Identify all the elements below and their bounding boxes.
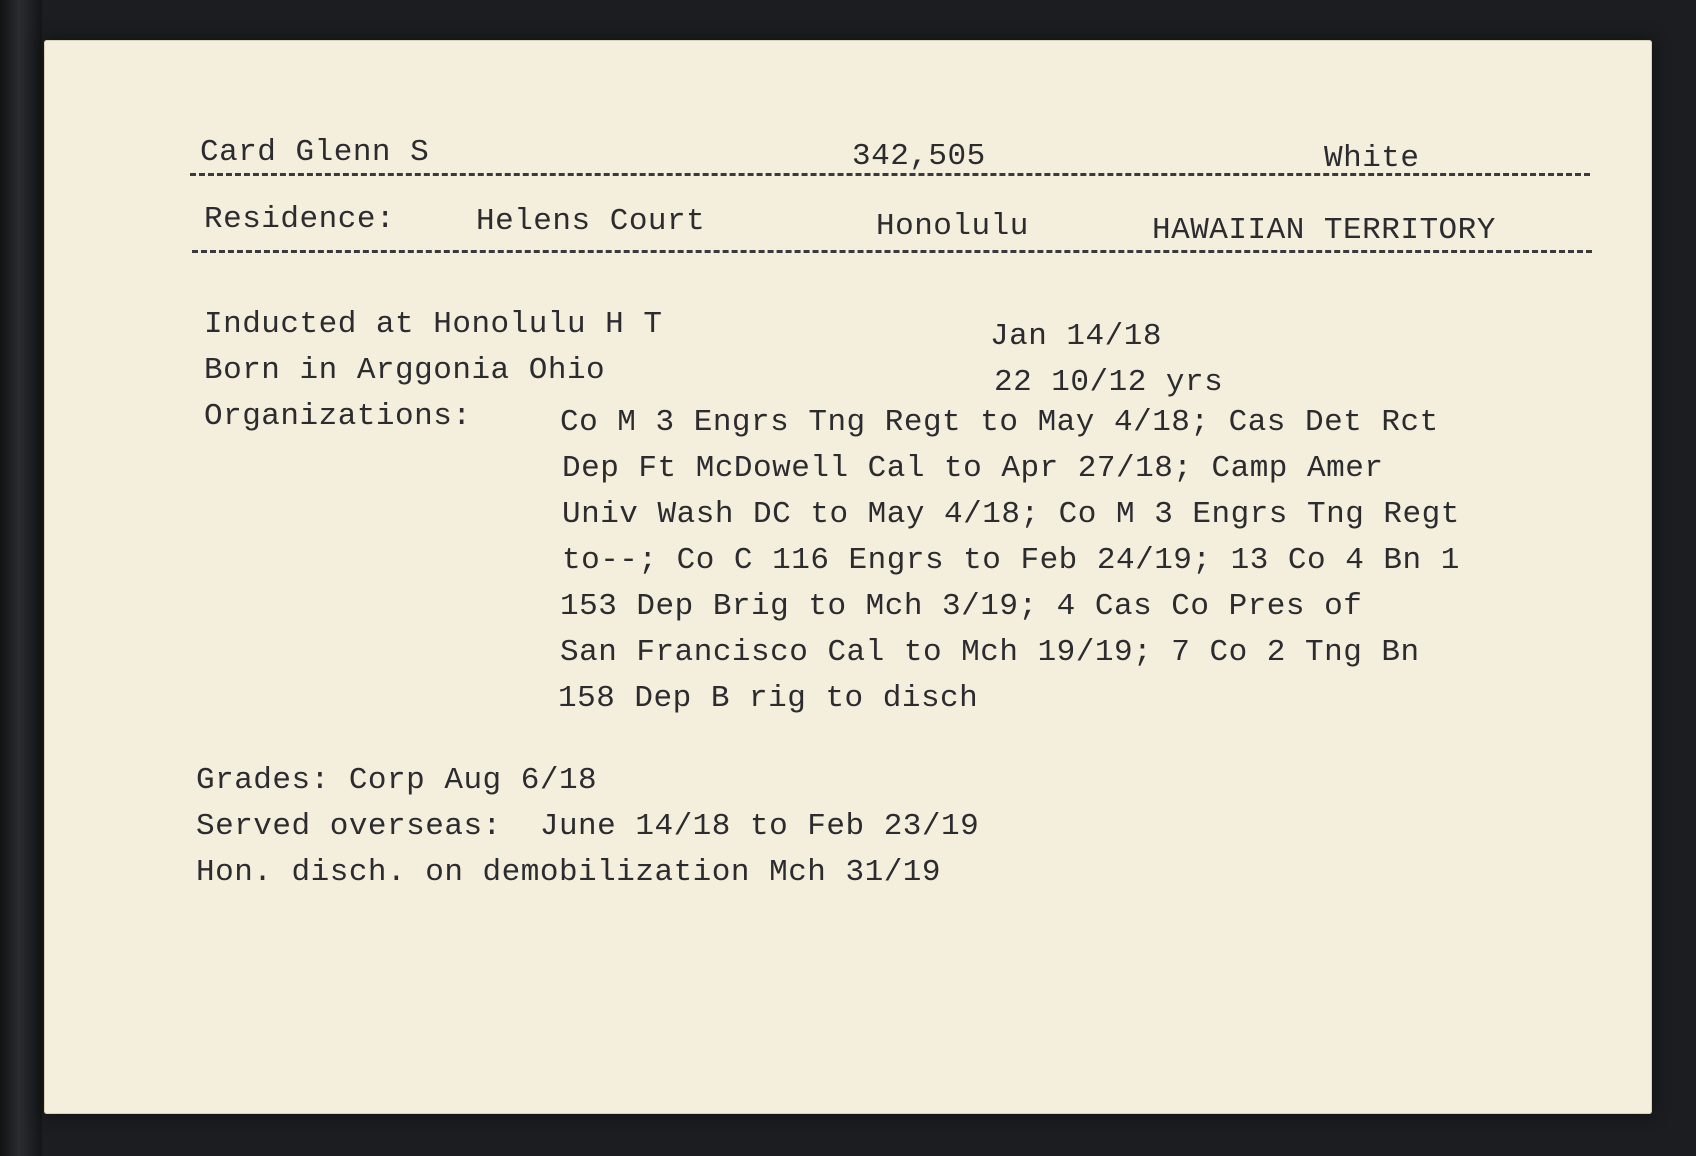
birth-place: Born in Arggonia Ohio bbox=[204, 353, 606, 388]
residence-territory: HAWAIIAN TERRITORY bbox=[1152, 213, 1496, 248]
service-record-card bbox=[44, 40, 1652, 1114]
residence-street: Helens Court bbox=[476, 204, 706, 239]
birth-age: 22 10/12 yrs bbox=[994, 365, 1224, 400]
grades: Grades: Corp Aug 6/18 bbox=[196, 763, 598, 798]
soldier-name: Card Glenn S bbox=[200, 135, 430, 170]
organization-line: 158 Dep B rig to disch bbox=[558, 681, 979, 716]
binder-edge bbox=[0, 0, 42, 1156]
race: White bbox=[1324, 141, 1420, 176]
organization-line: Univ Wash DC to May 4/18; Co M 3 Engrs Tng Regt bbox=[562, 497, 1460, 532]
induction-place: Inducted at Honolulu H T bbox=[204, 307, 663, 342]
organization-line: 153 Dep Brig to Mch 3/19; 4 Cas Co Pres of bbox=[560, 589, 1363, 624]
organizations-label: Organizations: bbox=[204, 399, 472, 434]
induction-date: Jan 14/18 bbox=[990, 319, 1162, 354]
serial-number: 342,505 bbox=[852, 139, 986, 174]
name-line-rule bbox=[190, 173, 1590, 176]
residence-label: Residence: bbox=[204, 202, 396, 237]
organization-line: San Francisco Cal to Mch 19/19; 7 Co 2 Tng Bn bbox=[560, 635, 1420, 670]
residence-line-rule bbox=[192, 250, 1592, 253]
served-overseas: Served overseas: June 14/18 to Feb 23/19 bbox=[196, 809, 980, 844]
residence-city: Honolulu bbox=[876, 209, 1029, 244]
honorable-discharge: Hon. disch. on demobilization Mch 31/19 bbox=[196, 855, 942, 890]
organization-line: Co M 3 Engrs Tng Regt to May 4/18; Cas Det Rct bbox=[560, 405, 1439, 440]
organization-line: to--; Co C 116 Engrs to Feb 24/19; 13 Co 4 Bn 1 bbox=[562, 543, 1460, 578]
organization-line: Dep Ft McDowell Cal to Apr 27/18; Camp Amer bbox=[562, 451, 1384, 486]
